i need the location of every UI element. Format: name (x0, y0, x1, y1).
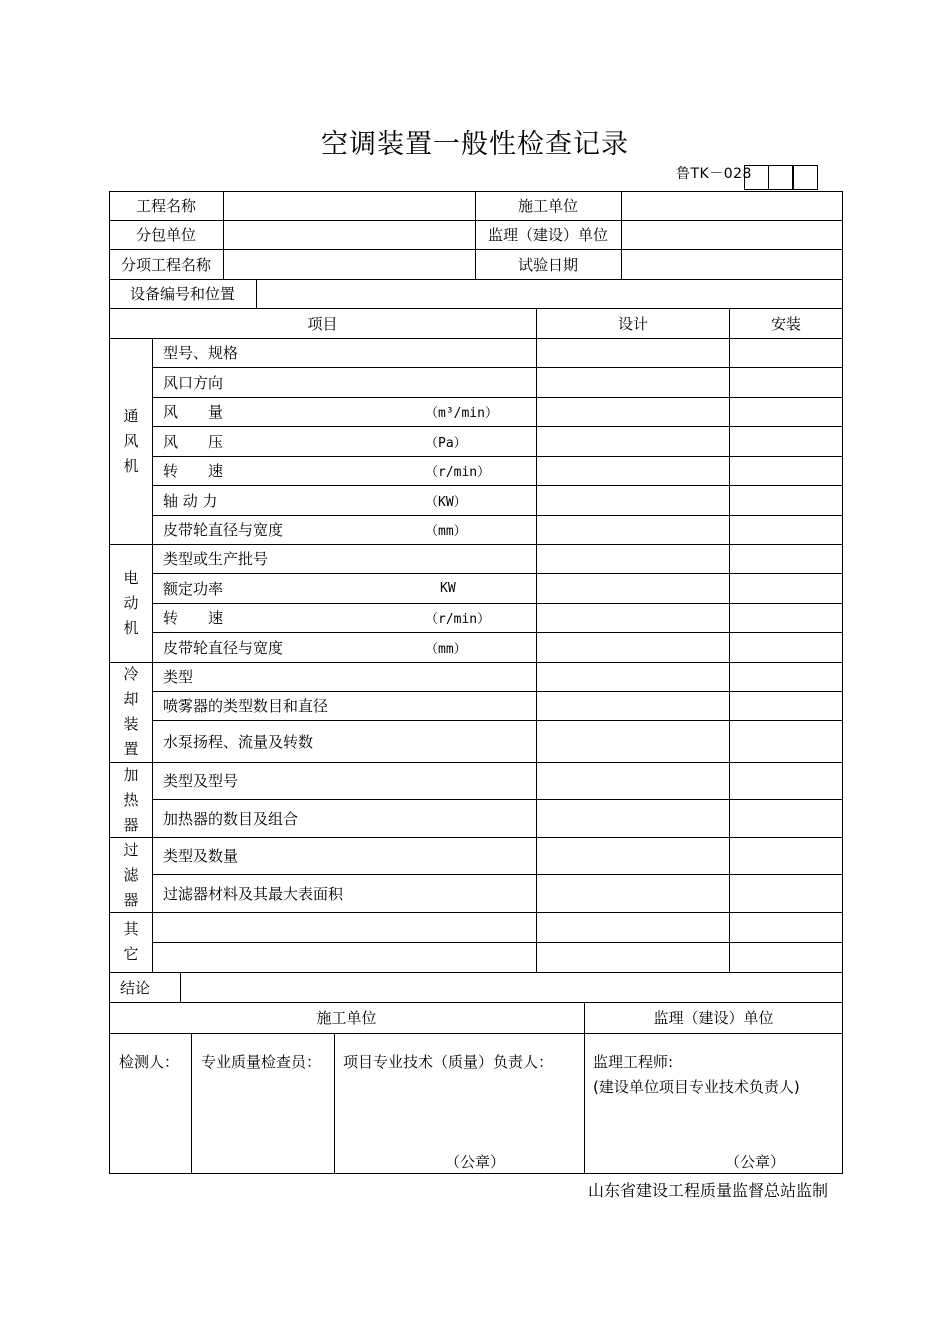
quality-inspector-label: 专业质量检查员： (201, 1053, 322, 1071)
form-code: 鲁TK－028 (676, 166, 752, 182)
supervision-unit-field[interactable] (622, 220, 842, 249)
test-date-field[interactable] (622, 249, 842, 279)
construction-unit-label: 施工单位 (517, 197, 578, 215)
row-name: 过滤器材料及其最大表面积 (163, 884, 344, 903)
row-name: 额定功率 (163, 579, 224, 598)
row-unit: （Pa） (425, 435, 467, 451)
supervisor-label: 监理工程师: (593, 1053, 674, 1071)
row-name: 类型 (163, 668, 194, 686)
subcontract-unit-field[interactable] (224, 220, 475, 249)
project-name-field[interactable] (224, 191, 475, 220)
group-label-heater: 加 热 器 (123, 766, 139, 834)
code-box (744, 165, 769, 190)
row-unit: KW (440, 580, 456, 596)
row-name: 转 速 (163, 609, 224, 627)
tech-leader-label: 项目专业技术（质量）负责人： (343, 1053, 554, 1071)
sig-construction-unit: 施工单位 (316, 1009, 377, 1027)
project-name-label: 工程名称 (135, 197, 196, 215)
row-name: 加热器的数目及组合 (163, 809, 299, 828)
row-name: 风 量 (163, 403, 224, 421)
group-label-other: 其 它 (123, 920, 139, 963)
construction-unit-field[interactable] (622, 191, 842, 220)
row-name: 轴 动 力 (163, 491, 218, 510)
equipment-field[interactable] (257, 279, 842, 308)
sub-project-field[interactable] (224, 249, 475, 279)
owner-tech-label: (建设单位项目专业技术负责人) (593, 1078, 800, 1096)
group-label-cooling: 冷 却 装 置 (123, 665, 139, 758)
row-unit: （mm） (425, 524, 467, 539)
row-name: 风口方向 (163, 373, 224, 392)
code-box (768, 165, 793, 190)
row-unit: （KW） (425, 494, 467, 510)
row-name: 皮带轮直径与宽度 (163, 521, 284, 539)
group-label-filter: 过 滤 器 (123, 841, 139, 909)
row-unit: （r/min） (425, 612, 491, 627)
equipment-label: 设备编号和位置 (129, 285, 235, 303)
inspector-label: 检测人： (119, 1053, 180, 1071)
column-install-header: 安装 (770, 314, 801, 333)
group-label-motor: 电 动 机 (123, 569, 139, 637)
row-name: 类型及型号 (163, 772, 239, 790)
code-box (793, 165, 818, 190)
row-name: 皮带轮直径与宽度 (163, 638, 284, 657)
row-unit: （r/min） (425, 465, 491, 480)
row-name: 型号、规格 (163, 344, 239, 362)
row-name: 风 压 (163, 432, 224, 451)
group-label-fan: 通 风 机 (123, 407, 139, 475)
test-date-label: 试验日期 (517, 255, 578, 274)
seal-right: （公章） (725, 1153, 786, 1171)
row-name: 喷雾器的类型数目和直径 (163, 697, 329, 715)
sub-project-label: 分项工程名称 (120, 255, 211, 274)
subcontract-unit-label: 分包单位 (135, 226, 196, 244)
sig-supervision-unit: 监理（建设）单位 (653, 1009, 774, 1027)
seal-left: （公章） (445, 1153, 506, 1171)
column-item-header: 项目 (307, 314, 338, 333)
footer-issuer: 山东省建设工程质量监督总站监制 (588, 1181, 829, 1200)
row-name: 转 速 (163, 462, 224, 480)
conclusion-field[interactable] (181, 972, 842, 1002)
supervision-unit-label: 监理（建设）单位 (487, 226, 608, 244)
conclusion-label: 结论 (119, 978, 150, 997)
row-unit: （m³/min） (425, 406, 498, 421)
row-name: 类型及数量 (163, 847, 239, 865)
row-unit: （mm） (425, 641, 467, 657)
row-name: 水泵扬程、流量及转数 (163, 732, 314, 751)
column-design-header: 设计 (617, 314, 648, 333)
page-title: 空调装置一般性检查记录 (321, 129, 629, 160)
row-name: 类型或生产批号 (163, 550, 269, 568)
